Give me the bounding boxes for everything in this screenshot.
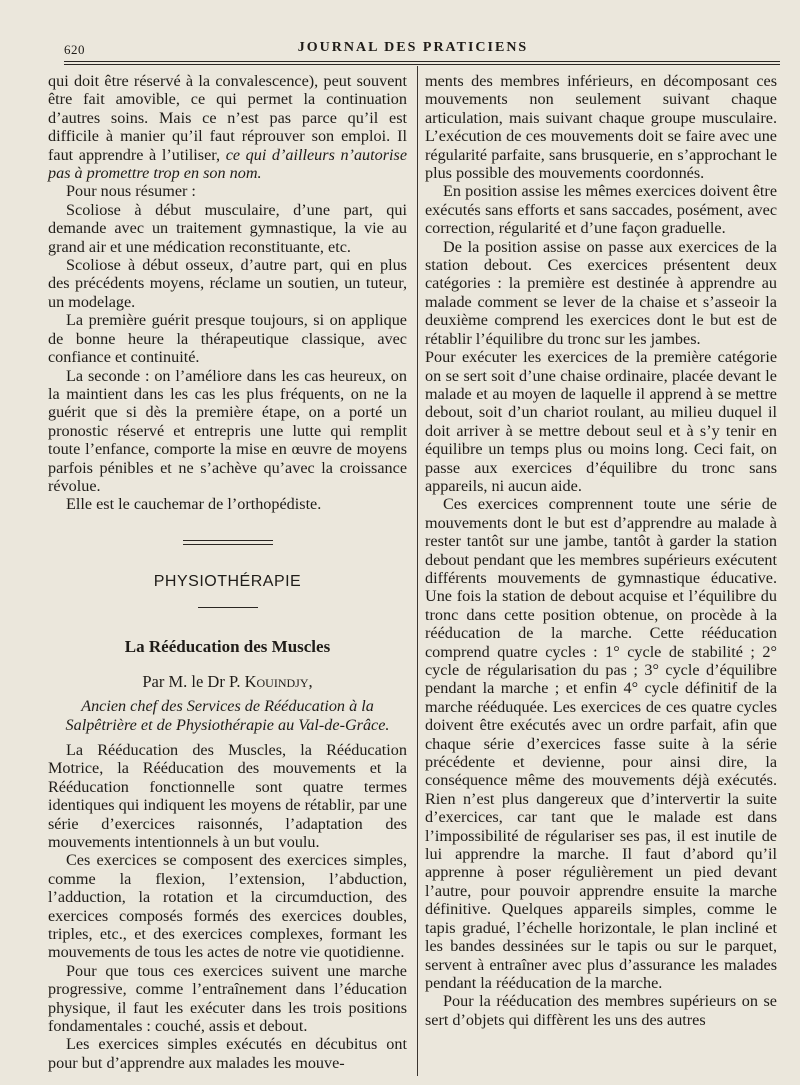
author-name: Kouindjy, xyxy=(244,671,313,691)
paragraph: Ces exercices comprennent toute une série de mouvements dont le but est d’apprendre au malade à rester tantôt sur une jambe, tantôt à garder la station debout pendant que les membres supérieurs exécutent différents mouvements de gymnastique éducative. Une fois la station de debout acquise et l’équilibre du tronc dans cette position obtenue, on procède à la rééducation de la marche. Cette rééducation comprend quatre cycles : 1° cycle de stabilité ; 2° cycle de régularisation du pas ; 3° cycle d’équilibre pendant la marche ; et enfin 4° cycle définitif de la marche rééduquée. Les exercices de ces quatre cycles doivent être exécutés avec un ordre parfait, afin que chaque série d’exercices fasse suite à la série précédente et devienne, pour ainsi dire, la conséquence même des mouvements déjà exécutés. Rien n’est plus dangereux que d’intervertir la suite d’exercices, car tant que le malade est dans l’impossibilité de régulariser ses pas, il est inutile de lui apprendre la marche. Il faut d’abord qu’il apprenne à poser régulièrement un pied devant l’autre, pour pouvoir apprendre ensuite la marche définitive. Quelques appareils simples, comme le tapis gradué, l’échelle horizontale, le plan incliné et les bandes dessinées sur le tapis ou sur le parquet, servent à entraîner avec plus d’assurance les malades pendant la rééducation de la marche. xyxy=(425,495,777,992)
paragraph: En position assise les mêmes exercices doivent être exécutés sans efforts et sans saccades, posément, avec correction, régularité et d’une façon graduelle. xyxy=(425,182,777,238)
header-rule xyxy=(64,61,780,62)
paragraph-text: qui doit être réservé à la convalescence), peut souvent être fait amovible, ce qui permet la continuation d’autres soins. Mais ce n’est pas parce qu’il est difficile à manier qu’il faut réprouver son emploi. Il faut apprendre à l’utiliser, xyxy=(48,72,407,164)
paragraph: Pour la rééducation des membres supérieurs on se sert d’objets qui diffèrent les uns des autres xyxy=(425,992,777,1029)
article-title: La Rééducation des Muscles xyxy=(124,637,331,657)
paragraph: La première guérit presque toujours, si on applique de bonne heure la thérapeutique classique, avec confiance et continuité. xyxy=(48,311,407,367)
article-author xyxy=(48,673,407,691)
paragraph: Pour nous résumer : xyxy=(66,182,196,201)
paragraph: La Rééducation des Muscles, la Rééducation Motrice, la Rééducation des mouvements et la Rééducation fonctionnelle sont quatre termes identiques qui indiquent les moyens de rétablir, par une série d’exercices raisonnés, l’adaptation des mouvements intentionnels à un but voulu. xyxy=(48,740,407,851)
paragraph: Scoliose à début osseux, d’autre part, qui en plus des précédents moyens, réclame un soutien, un tuteur, un modelage. xyxy=(48,256,407,311)
author-prefix: Par M. le Dr P. xyxy=(142,671,245,691)
paragraph: ments des membres inférieurs, en décomposant ces mouvements non seulement suivant chaque articulation, mais suivant chaque groupe musculaire. L’exécution de ces mouvements doit se faire avec une régularité parfaite, sans brusquerie, en s’approchant le plus possible des mouvements coordonnés. xyxy=(425,72,777,183)
paragraph: De la position assise on passe aux exercices de la station debout. Ces exercices présentent deux catégories : la première est destinée à apprendre au malade comment se lever de la chaise et s’asseoir la deuxième comprend les exercices dont le but est de rétablir l’équilibre du tronc sur les jambes. xyxy=(425,237,777,348)
left-column xyxy=(48,72,407,1072)
header-rule-secondary xyxy=(64,64,780,65)
author-affiliation: Ancien chef des Services de Rééducation à la Salpêtrière et de Physiothérapie au Val-de-Grâce. xyxy=(65,696,390,734)
page-header xyxy=(46,36,780,58)
page-number: 620 xyxy=(64,42,85,57)
paragraph: Scoliose à début musculaire, d’une part, qui demande avec un traitement gymnastique, la vie au grand air et une médication reconstituante, etc. xyxy=(48,200,407,256)
paragraph: Elle est le cauchemar de l’orthopédiste. xyxy=(66,495,322,514)
paragraph: Pour que tous ces exercices suivent une marche progressive, comme l’entraînement dans l’éducation physique, il faut les exécuter dans les trois positions fondamentales : couché, assis et debout. xyxy=(48,961,407,1036)
paragraph: Les exercices simples exécutés en décubitus ont pour but d’apprendre aux malades les mouve- xyxy=(48,1035,407,1072)
section-divider xyxy=(183,540,273,545)
paragraph xyxy=(48,72,407,182)
paragraph: Pour exécuter les exercices de la première catégorie on se sert soit d’une chaise ordinaire, placée devant le malade et au moyen de laquelle il apprend à se mettre debout, soit d’un chariot roulant, au milieu duquel il doit arriver à se mettre debout seul et à s’y tenir en équilibre un temps plus ou moins long. Ceci fait, on passe aux exercices d’équilibre du tronc sans appareils, ni aucun aide. xyxy=(425,348,777,495)
paragraph: Ces exercices se composent des exercices simples, comme la flexion, l’extension, l’abduction, l’adduction, la rotation et la circumduction, des exercices composés formés des exercices doubles, triples, etc., et des exercices complexes, formant les mouvements de tous les actes de notre vie quotidienne. xyxy=(48,851,407,962)
right-column xyxy=(425,72,777,1029)
paragraph: La seconde : on l’améliore dans les cas heureux, on la maintient dans les cas les plus fréquents, on ne la guérit que si dès la première étape, on a porté un pronostic réservé et entrepris une lutte qui remplit toute l’enfance, comporte la mise en œuvre de moyens parfois pénibles et ne s’achève qu’avec la croissance révolue. xyxy=(48,366,407,495)
journal-title: JOURNAL DES PRATICIENS xyxy=(297,40,529,55)
section-title: PHYSIOTHÉRAPIE xyxy=(153,572,302,590)
paragraph-italic-text: ce qui d’ailleurs n’autorise pas à promettre trop en son nom. xyxy=(48,145,408,183)
column-divider xyxy=(417,66,418,1076)
section-title-rule xyxy=(198,607,258,608)
